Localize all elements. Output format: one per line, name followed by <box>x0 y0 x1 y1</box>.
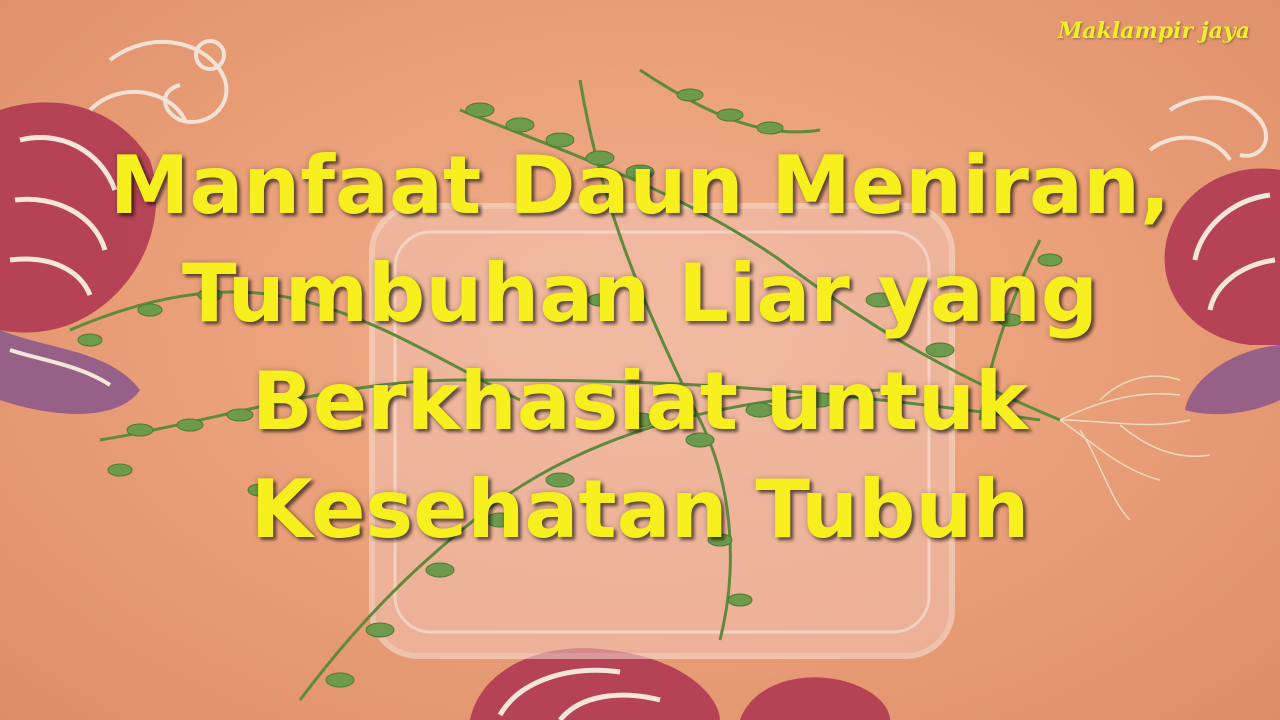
thumbnail-title <box>0 132 1280 564</box>
title-line-1: Manfaat Daun Meniran, <box>109 139 1171 232</box>
title-line-2: Tumbuhan Liar yang <box>181 247 1099 340</box>
channel-watermark: Maklampir jaya <box>1058 18 1250 44</box>
batik-white-motif-left <box>90 41 226 122</box>
title-line-4: Kesehatan Tubuh <box>250 463 1030 556</box>
title-line-3: Berkhasiat untuk <box>251 355 1029 448</box>
